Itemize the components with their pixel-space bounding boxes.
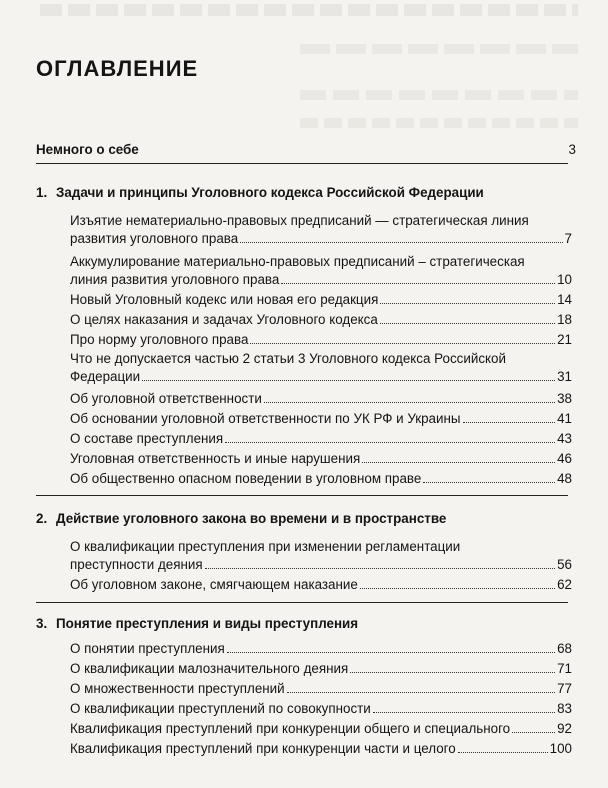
chapter-heading[interactable] (36, 185, 484, 200)
chapter-title: Задачи и принципы Уголовного кодекса Российской Федерации (56, 185, 484, 200)
toc-entry[interactable] (70, 660, 572, 678)
toc-page-number: 43 (557, 431, 572, 446)
toc-page-number: 100 (549, 741, 572, 756)
toc-entry[interactable] (70, 700, 572, 718)
toc-entry-label: Квалификация преступлений при конкуренции общего и специального (70, 721, 511, 736)
toc-page-number: 68 (557, 641, 572, 656)
toc-entry-line: Аккумулирование материально-правовых предписаний – стратегическая (70, 254, 525, 269)
dot-leader (458, 752, 548, 753)
toc-page-number: 56 (557, 557, 572, 572)
toc-entry[interactable] (70, 720, 572, 738)
dot-leader (350, 672, 555, 673)
toc-entry-label: О квалификации преступлений по совокупности (70, 701, 371, 716)
toc-entry[interactable] (70, 311, 572, 329)
toc-entry-label: Про норму уголовного права (70, 332, 249, 347)
section-divider (36, 495, 568, 496)
dot-leader (380, 323, 555, 324)
toc-page-number: 71 (557, 661, 572, 676)
dot-leader (512, 732, 555, 733)
toc-entry[interactable] (70, 680, 572, 698)
toc-page-number: 10 (557, 272, 572, 287)
toc-entry[interactable] (70, 538, 572, 574)
dot-leader (141, 153, 567, 154)
chapter-number: 3. (36, 616, 48, 631)
dot-leader (380, 303, 555, 304)
toc-entry-label: О составе преступления (70, 431, 224, 446)
page-title: ОГЛАВЛЕНИЕ (36, 56, 199, 81)
chapter-number: 1. (36, 185, 48, 200)
dot-leader (227, 652, 555, 653)
toc-page-number: 62 (557, 577, 572, 592)
chapter-number: 2. (36, 511, 48, 526)
toc-entry-label: Квалификация преступлений при конкуренции части и целого (70, 741, 456, 756)
toc-page-number: 18 (557, 312, 572, 327)
toc-page-number: 31 (557, 369, 572, 384)
toc-entry[interactable] (70, 253, 572, 289)
toc-entry-label: преступности деяния (70, 557, 203, 572)
dot-leader (362, 462, 555, 463)
toc-entry[interactable] (70, 640, 572, 658)
toc-page-number: 83 (557, 701, 572, 716)
toc-page-number: 14 (557, 292, 572, 307)
toc-entry-label: Немного о себе (36, 142, 139, 157)
toc-entry-label: Об общественно опасном поведении в уголовном праве (70, 471, 422, 486)
section-divider (36, 163, 568, 164)
toc-entry[interactable] (70, 212, 572, 248)
toc-page-number: 3 (568, 142, 576, 157)
dot-leader (423, 482, 555, 483)
toc-entry-label: О понятии преступления (70, 641, 225, 656)
toc-entry[interactable] (70, 470, 572, 488)
toc-page-number: 38 (557, 391, 572, 406)
toc-entry[interactable] (70, 740, 572, 758)
toc-entry[interactable] (70, 390, 572, 408)
toc-entry[interactable] (70, 576, 572, 594)
dot-leader (373, 712, 555, 713)
toc-entry[interactable] (70, 350, 572, 386)
toc-page-number: 92 (557, 721, 572, 736)
dot-leader (142, 380, 555, 381)
toc-entry-line: О квалификации преступления при изменении регламентации (70, 539, 461, 554)
chapter-title: Действие уголовного закона во времени и в пространстве (56, 511, 447, 526)
dot-leader (205, 568, 556, 569)
toc-entry-label: линия развития уголовного права (70, 272, 280, 287)
toc-page-number: 21 (557, 332, 572, 347)
toc-page-number: 7 (564, 231, 572, 246)
toc-entry-label: Федерации (70, 369, 141, 384)
toc-entry-label: Об уголовной ответственности (70, 391, 262, 406)
section-divider (36, 602, 568, 603)
toc-entry-label: О квалификации малозначительного деяния (70, 661, 349, 676)
toc-entry[interactable] (70, 331, 572, 349)
toc-page-number: 48 (557, 471, 572, 486)
toc-entry-preface[interactable] (36, 141, 576, 159)
dot-leader (463, 422, 556, 423)
toc-entry-line: Изъятие нематериально-правовых предписаний — стратегическая линия (70, 213, 529, 228)
toc-entry[interactable] (70, 291, 572, 309)
toc-entry[interactable] (70, 450, 572, 468)
toc-entry-label: Уголовная ответственность и иные нарушения (70, 451, 361, 466)
toc-entry-label: О целях наказания и задачах Уголовного кодекса (70, 312, 378, 327)
dot-leader (281, 283, 555, 284)
toc-entry-label: Об уголовном законе, смягчающем наказание (70, 577, 358, 592)
toc-entry-label: Новый Уголовный кодекс или новая его редакция (70, 292, 379, 307)
toc-entry-label: развития уголовного права (70, 231, 239, 246)
toc-entry-label: О множественности преступлений (70, 681, 285, 696)
toc-entry[interactable] (70, 430, 572, 448)
chapter-title: Понятие преступления и виды преступления (56, 616, 359, 631)
toc-page-number: 41 (557, 411, 572, 426)
dot-leader (225, 442, 555, 443)
dot-leader (250, 343, 555, 344)
dot-leader (287, 692, 555, 693)
dot-leader (264, 402, 555, 403)
dot-leader (240, 242, 562, 243)
chapter-heading[interactable] (36, 511, 446, 526)
toc-entry[interactable] (70, 410, 572, 428)
toc-page-number: 46 (557, 451, 572, 466)
chapter-heading[interactable] (36, 616, 358, 631)
toc-page-number: 77 (557, 681, 572, 696)
dot-leader (360, 588, 555, 589)
toc-entry-label: Об основании уголовной ответственности по УК РФ и Украины (70, 411, 461, 426)
toc-entry-line: Что не допускается частью 2 статьи 3 Уголовного кодекса Российской (70, 351, 506, 366)
